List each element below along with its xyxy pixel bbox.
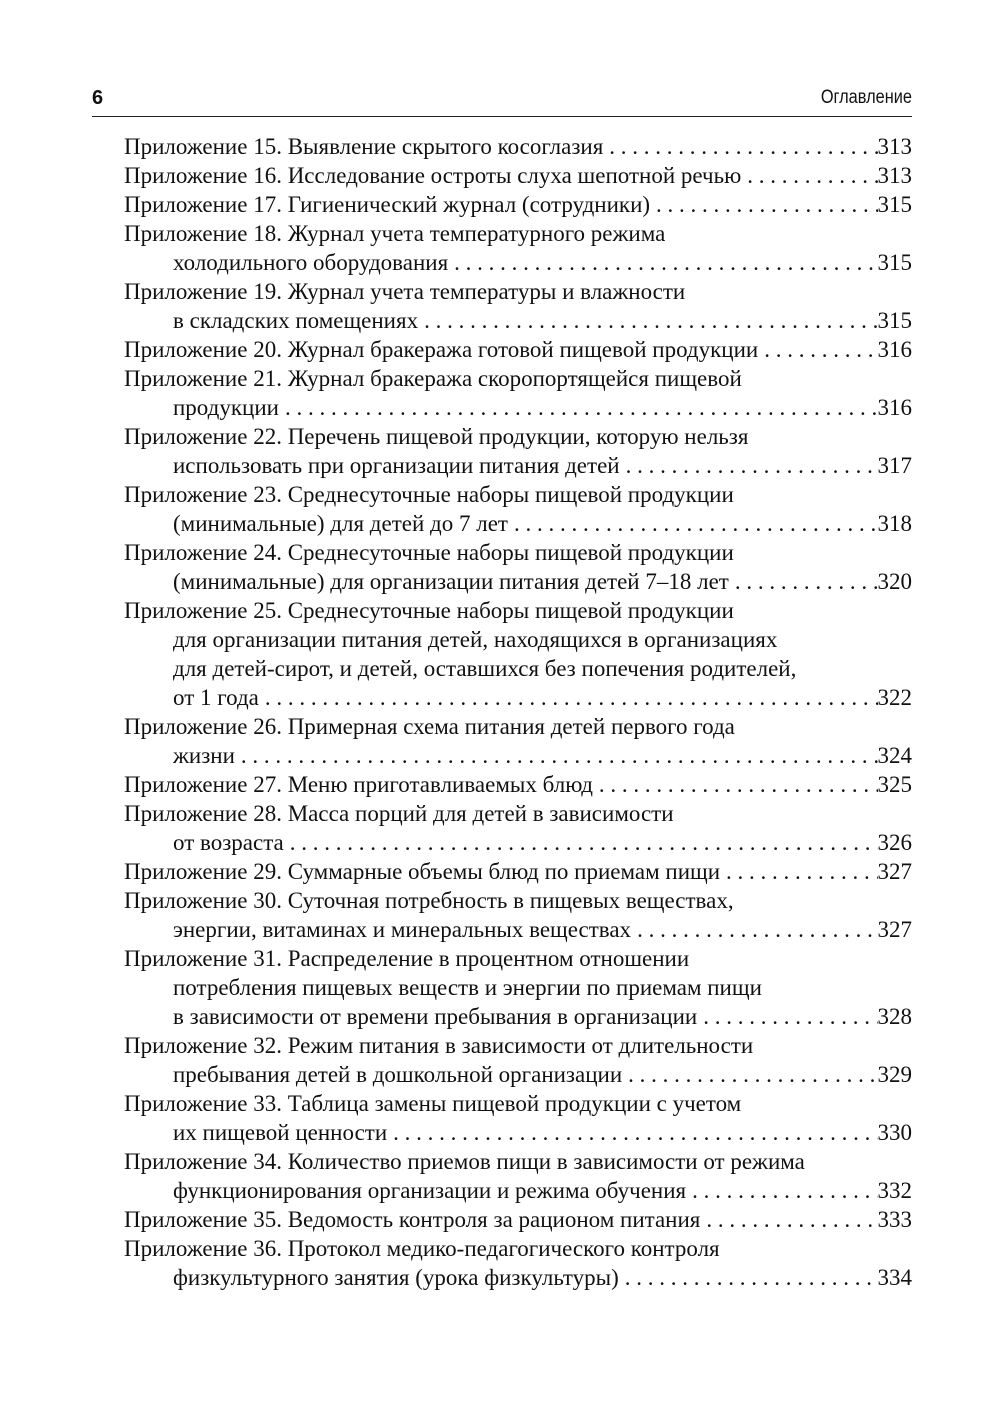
running-title: Оглавление: [820, 87, 912, 108]
toc-line: [124, 538, 912, 567]
toc-page-number: 325: [877, 772, 912, 797]
dot-leader: [650, 190, 877, 219]
toc-page-number: 329: [877, 1062, 912, 1087]
toc-line: [124, 190, 912, 219]
toc-entry-title: энергии, витаминах и минеральных веществах: [173, 917, 632, 942]
dot-leader: [758, 335, 877, 364]
toc-line: [124, 799, 912, 828]
toc-line: [124, 509, 912, 538]
dot-leader: [686, 1176, 877, 1205]
toc-entry-title: продукции: [173, 395, 279, 420]
toc-page-number: 322: [877, 685, 912, 710]
toc-page-number: 317: [877, 453, 912, 478]
toc-line: [124, 596, 912, 625]
toc-line: [124, 1002, 912, 1031]
toc-entry[interactable]: [124, 480, 912, 538]
toc-entry-title: Приложение 20. Журнал бракеража готовой пищевой продукции: [124, 337, 759, 362]
toc-line: [124, 422, 912, 451]
toc-entry[interactable]: [124, 277, 912, 335]
toc-line: [124, 683, 912, 712]
page-header: [92, 84, 912, 117]
toc-line: [124, 1089, 912, 1118]
toc-entry-title: Приложение 25. Среднесуточные наборы пищевой продукции: [124, 598, 734, 623]
dot-leader: [387, 1118, 877, 1147]
toc-entry-title: Приложение 33. Таблица замены пищевой продукции с учетом: [124, 1091, 742, 1116]
toc-entry-title: в зависимости от времени пребывания в организации: [173, 1004, 698, 1029]
dot-leader: [448, 248, 877, 277]
toc-line: [124, 944, 912, 973]
dot-leader: [720, 857, 877, 886]
page-number: 6: [92, 87, 104, 109]
toc-page-number: 315: [877, 308, 912, 333]
toc-line: [124, 712, 912, 741]
toc-entry-title: жизни: [173, 743, 235, 768]
dot-leader: [729, 567, 878, 596]
toc-line: [124, 248, 912, 277]
toc-line: [124, 161, 912, 190]
toc-line: [124, 915, 912, 944]
toc-entry[interactable]: [124, 799, 912, 857]
toc-page-number: 334: [877, 1265, 912, 1290]
toc-entry[interactable]: [124, 712, 912, 770]
toc-entry-title: потребления пищевых веществ и энергии по приемам пищи: [173, 975, 762, 1000]
toc-entry-title: Приложение 16. Исследование остроты слуха шепотной речью: [124, 163, 742, 188]
toc-entry[interactable]: [124, 190, 912, 219]
toc-page-number: 327: [877, 917, 912, 942]
toc-line: [124, 1118, 912, 1147]
toc-entry[interactable]: [124, 857, 912, 886]
toc-line: [124, 451, 912, 480]
toc-page-number: 313: [877, 163, 912, 188]
toc-entry[interactable]: [124, 132, 912, 161]
toc-entry-title: для детей-сирот, и детей, оставшихся без попечения родителей,: [173, 656, 797, 681]
dot-leader: [700, 1205, 877, 1234]
toc-line: [124, 857, 912, 886]
toc-line: [124, 828, 912, 857]
toc-line: [124, 1060, 912, 1089]
toc-line: [124, 886, 912, 915]
toc-entry[interactable]: [124, 161, 912, 190]
toc-page-number: 320: [877, 569, 912, 594]
toc-entry[interactable]: [124, 335, 912, 364]
toc-line: [124, 132, 912, 161]
dot-leader: [259, 683, 878, 712]
dot-leader: [508, 509, 878, 538]
toc-line: [124, 770, 912, 799]
toc-entry-title: (минимальные) для организации питания детей 7–18 лет: [173, 569, 729, 594]
toc-page-number: 318: [877, 511, 912, 536]
toc-page-number: 315: [877, 192, 912, 217]
dot-leader: [622, 1060, 877, 1089]
toc-page-number: 326: [877, 830, 912, 855]
dot-leader: [235, 741, 878, 770]
dot-leader: [620, 451, 878, 480]
toc-entry-title: (минимальные) для детей до 7 лет: [173, 511, 508, 536]
toc-line: [124, 364, 912, 393]
toc-line: [124, 1147, 912, 1176]
dot-leader: [741, 161, 877, 190]
toc-page-number: 332: [877, 1178, 912, 1203]
toc-entry-title: для организации питания детей, находящихся в организациях: [173, 627, 778, 652]
toc-entry-title: Приложение 17. Гигиенический журнал (сотрудники): [124, 192, 651, 217]
toc-entry[interactable]: [124, 944, 912, 1031]
dot-leader: [631, 915, 877, 944]
toc-entry-title: Приложение 28. Масса порций для детей в зависимости: [124, 801, 674, 826]
toc-page-number: 324: [877, 743, 912, 768]
dot-leader: [619, 1263, 878, 1292]
toc-entry-title: Приложение 34. Количество приемов пищи в зависимости от режима: [124, 1149, 805, 1174]
toc-page-number: 328: [877, 1004, 912, 1029]
toc-line: [124, 393, 912, 422]
toc-page-number: 316: [877, 337, 912, 362]
toc-entry[interactable]: [124, 886, 912, 944]
toc-entry-title: Приложение 19. Журнал учета температуры и влажности: [124, 279, 686, 304]
toc-entry-title: использовать при организации питания детей: [173, 453, 620, 478]
toc-line: [124, 1234, 912, 1263]
toc-line: [124, 277, 912, 306]
toc-page-number: 333: [877, 1207, 912, 1232]
toc-entry[interactable]: [124, 364, 912, 422]
toc-line: [124, 335, 912, 364]
toc-entry-title: Приложение 35. Ведомость контроля за рационом питания: [124, 1207, 701, 1232]
toc-entry-title: Приложение 23. Среднесуточные наборы пищевой продукции: [124, 482, 734, 507]
toc-entry-title: холодильного оборудования: [173, 250, 449, 275]
toc-line: [124, 567, 912, 596]
toc-entry-title: физкультурного занятия (урока физкультуры): [173, 1265, 619, 1290]
dot-leader: [418, 306, 877, 335]
toc-line: [124, 654, 912, 683]
toc-entry-title: пребывания детей в дошкольной организации: [173, 1062, 623, 1087]
toc-entry-title: от возраста: [173, 830, 284, 855]
toc-line: [124, 1176, 912, 1205]
toc-line: [124, 306, 912, 335]
toc-entry-title: Приложение 29. Суммарные объемы блюд по приемам пищи: [124, 859, 721, 884]
toc-entry-title: их пищевой ценности: [173, 1120, 388, 1145]
dot-leader: [284, 828, 878, 857]
toc-entry-title: Приложение 24. Среднесуточные наборы пищевой продукции: [124, 540, 734, 565]
toc-entry-title: Приложение 18. Журнал учета температурного режима: [124, 221, 666, 246]
dot-leader: [593, 770, 878, 799]
toc-entry[interactable]: [124, 538, 912, 596]
dot-leader: [697, 1002, 877, 1031]
toc-line: [124, 625, 912, 654]
toc-entry-title: Приложение 15. Выявление скрытого косоглазия: [124, 134, 604, 159]
toc-entry-title: Приложение 31. Распределение в процентном отношении: [124, 946, 690, 971]
toc-entry-title: Приложение 36. Протокол медико-педагогического контроля: [124, 1236, 720, 1261]
toc-entry[interactable]: [124, 219, 912, 277]
toc-line: [124, 1205, 912, 1234]
toc-entry[interactable]: [124, 1234, 912, 1292]
toc-line: [124, 973, 912, 1002]
toc-page-number: 315: [877, 250, 912, 275]
toc-line: [124, 1263, 912, 1292]
toc-entry-title: от 1 года: [173, 685, 259, 710]
toc-entry[interactable]: [124, 1147, 912, 1205]
dot-leader: [603, 132, 877, 161]
toc-entry[interactable]: [124, 1205, 912, 1234]
toc-entry-title: Приложение 27. Меню приготавливаемых блюд: [124, 772, 593, 797]
dot-leader: [279, 393, 878, 422]
toc-entry[interactable]: [124, 770, 912, 799]
toc-entry[interactable]: [124, 422, 912, 480]
toc-page-number: 313: [877, 134, 912, 159]
toc-line: [124, 1031, 912, 1060]
toc-entry-title: функционирования организации и режима обучения: [173, 1178, 687, 1203]
toc-entry-title: Приложение 26. Примерная схема питания детей первого года: [124, 714, 735, 739]
toc-line: [124, 480, 912, 509]
toc-entry-title: Приложение 32. Режим питания в зависимости от длительности: [124, 1033, 754, 1058]
toc-entry-title: Приложение 21. Журнал бракеража скоропортящейся пищевой: [124, 366, 742, 391]
toc-page-number: 316: [877, 395, 912, 420]
toc-entry-title: Приложение 30. Суточная потребность в пищевых веществах,: [124, 888, 734, 913]
toc-entry[interactable]: [124, 1089, 912, 1147]
table-of-contents: [124, 132, 912, 1292]
toc-entry-title: Приложение 22. Перечень пищевой продукции, которую нельзя: [124, 424, 749, 449]
toc-page-number: 327: [877, 859, 912, 884]
toc-entry-title: в складских помещениях: [173, 308, 419, 333]
toc-page-number: 330: [877, 1120, 912, 1145]
toc-line: [124, 219, 912, 248]
toc-line: [124, 741, 912, 770]
toc-entry[interactable]: [124, 1031, 912, 1089]
toc-entry[interactable]: [124, 596, 912, 712]
